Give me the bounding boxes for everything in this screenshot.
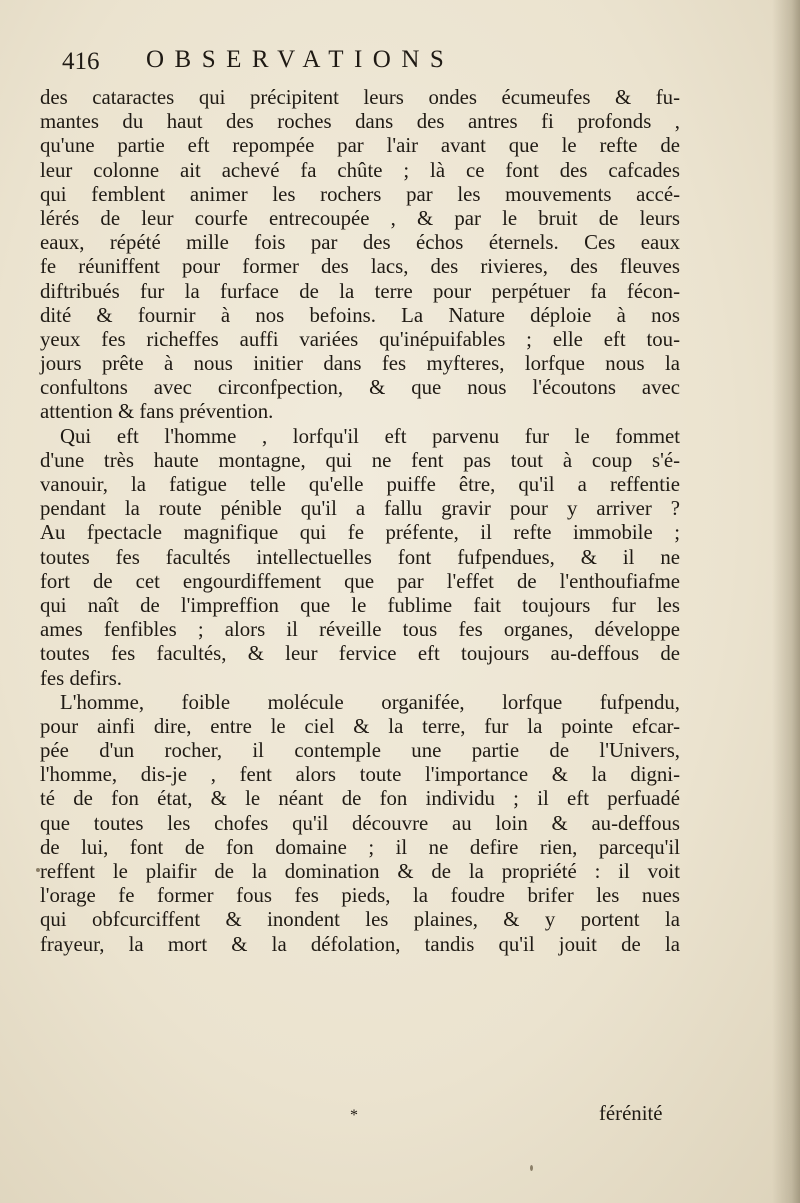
text-line: diftribués fur la furface de la terre pour perpétuer fa fécon-: [40, 279, 680, 303]
text-line: d'une très haute montagne, qui ne fent pas tout à coup s'é-: [40, 448, 680, 472]
body-text: [40, 86, 680, 957]
text-line: pour ainfi dire, entre le ciel & la terre, fur la pointe efcar-: [40, 714, 680, 738]
text-line: pendant la route pénible qu'il a fallu gravir pour y arriver ?: [40, 497, 680, 521]
text-line: fes defirs.: [40, 666, 122, 690]
text-line: que toutes les chofes qu'il découvre au loin & au-deffous: [40, 811, 680, 835]
text-line: vanouir, la fatigue telle qu'elle puiffe être, qu'il a reffentie: [40, 473, 680, 496]
text-line: reffent le plaifir de la domination & de la propriété : il voit: [40, 860, 680, 883]
text-line: pée d'un rocher, il contemple une partie de l'Univers,: [40, 739, 680, 763]
text-line: té de fon état, & le néant de fon individu ; il eft perfuadé: [40, 787, 680, 811]
text-line: de lui, font de fon domaine ; il ne defire rien, parcequ'il: [40, 835, 680, 859]
ink-speck: [530, 1165, 533, 1171]
text-line: confultons avec circonfpection, & que nous l'écoutons avec: [40, 376, 680, 400]
catchword: férénité: [599, 1102, 663, 1125]
text-line: leur colonne ait achevé fa chûte ; là ce font des cafcades: [40, 158, 680, 182]
text-line: dité & fournir à nos befoins. La Nature déploie à nos: [40, 303, 680, 327]
text-line: L'homme, foible molécule organifée, lorfque fufpendu,: [60, 690, 680, 714]
text-line: eaux, répété mille fois par des échos éternels. Ces eaux: [40, 231, 680, 255]
text-line: des cataractes qui précipitent leurs ondes écumeufes & fu-: [40, 86, 680, 109]
page-header: [62, 44, 632, 84]
page-number: 416: [62, 48, 100, 75]
running-title: OBSERVATIONS: [146, 46, 455, 73]
text-line: qu'une partie eft repompée par l'air avant que le refte de: [40, 134, 680, 158]
text-line: qui naît de l'impreffion que le fublime fait toujours fur les: [40, 593, 680, 617]
text-line: qui obfcurciffent & inondent les plaines, & y portent la: [40, 908, 680, 932]
text-line: yeux fes richeffes auffi variées qu'inépuifables ; elle eft tou-: [40, 327, 680, 351]
text-line: frayeur, la mort & la défolation, tandis qu'il jouit de la: [40, 932, 680, 956]
text-line: ames fenfibles ; alors il réveille tous fes organes, développe: [40, 618, 680, 642]
text-line: fe réuniffent pour former des lacs, des rivieres, des fleuves: [40, 255, 680, 279]
text-line: lérés de leur courfe entrecoupée , & par le bruit de leurs: [40, 206, 680, 230]
text-line: fort de cet engourdiffement que par l'effet de l'enthoufiafme: [40, 569, 680, 593]
text-line: qui femblent animer les rochers par les mouvements accé-: [40, 182, 680, 206]
text-line: attention & fans prévention.: [40, 400, 274, 424]
text-line: l'orage fe former fous fes pieds, la foudre brifer les nues: [40, 884, 680, 908]
ink-speck: [36, 868, 40, 872]
signature-mark: *: [350, 1107, 358, 1124]
page-edge-shadow: [772, 0, 800, 1203]
text-line: toutes fes facultés intellectuelles font fufpendues, & il ne: [40, 545, 680, 569]
text-line: l'homme, dis-je , fent alors toute l'importance & la digni-: [40, 763, 680, 787]
text-line: mantes du haut des roches dans des antres fi profonds ,: [40, 110, 680, 134]
text-line: jours prête à nous initier dans fes myfteres, lorfque nous la: [40, 352, 680, 376]
text-line: Au fpectacle magnifique qui fe préfente, il refte immobile ;: [40, 521, 680, 545]
text-line: Qui eft l'homme , lorfqu'il eft parvenu fur le fommet: [60, 424, 680, 448]
text-line: toutes fes facultés, & leur fervice eft toujours au-deffous de: [40, 642, 680, 666]
